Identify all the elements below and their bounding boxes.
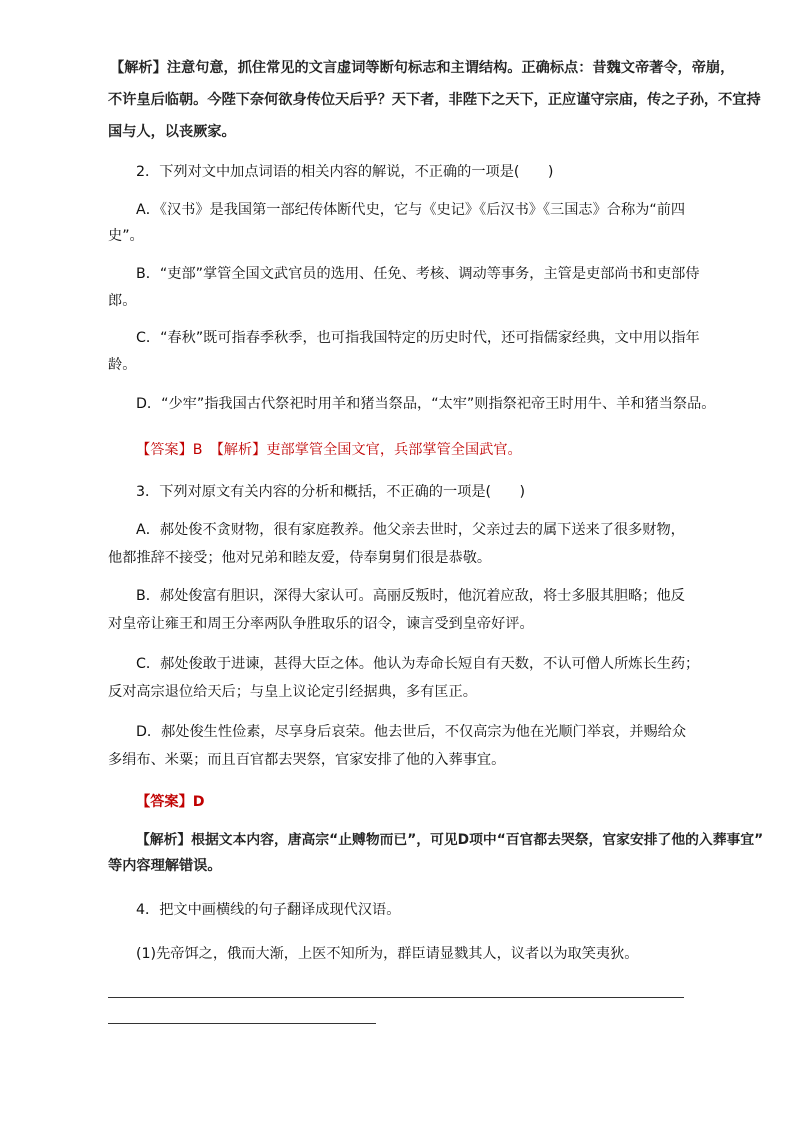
question-2-stem: 2．下列对文中加点词语的相关内容的解说，不正确的一项是( ) [136,164,554,180]
question-3-stem: 3．下列对原文有关内容的分析和概括，不正确的一项是( ) [136,484,525,500]
q2-option-a-line2: 史”。 [108,228,144,244]
q2-option-c-line2: 龄。 [108,357,137,373]
q3-analysis-line2: 等内容理解错误。 [108,858,222,874]
q3-option-a-line2: 他都推辞不接受；他对兄弟和睦友爱，侍奉舅舅们很是恭敬。 [108,550,492,566]
analysis-line-1: 【解析】注意句意，抓住常见的文言虚词等断句标志和主谓结构。正确标点：昔魏文帝著令，帝崩， [110,60,735,76]
q2-answer: 【答案】B 【解析】吏部掌管全国文官，兵部掌管全国武官。 [136,442,522,458]
analysis-line-2: 不许皇后临朝。今陛下奈何欲身传位天后乎？天下者，非陛下之天下，正应谨守宗庙，传之子孙，不宜持 [108,92,761,108]
q2-option-a-line1: A．《汉书》是我国第一部纪传体断代史，它与《史记》《后汉书》《三国志》合称为“前四 [136,202,686,218]
q2-option-d-line1: D．“少牢”指我国古代祭祀时用羊和猪当祭品，“太牢”则指祭祀帝王时用牛、羊和猪当祭品。 [136,396,716,412]
q3-option-b-line1: B．郝处俊富有胆识，深得大家认可。高丽反叛时，他沉着应敌，将士多服其胆略；他反 [136,588,685,604]
question-4-stem: 4．把文中画横线的句子翻译成现代汉语。 [136,902,401,918]
q3-option-d-line2: 多绢布、米粟；而且百官都去哭祭，官家安排了他的入葬事宜。 [108,752,506,768]
q3-option-c-line1: C．郝处俊敢于进谏，甚得大臣之体。他认为寿命长短自有天数，不认可僧人所炼长生药； [136,656,700,672]
q3-analysis-line1: 【解析】根据文本内容，唐高宗“止赙物而已”，可见D项中“百官都去哭祭，官家安排了他的入葬事宜” [136,832,764,848]
q2-option-c-line1: C．“春秋”既可指春季秋季，也可指我国特定的历史时代，还可指儒家经典，文中用以指年 [136,330,700,346]
q2-option-b-line2: 郎。 [108,293,137,309]
q3-option-c-line2: 反对高宗退位给天后；与皇上议论定引经据典，多有匡正。 [108,684,477,700]
q4-item-1: (1)先帝饵之，俄而大渐，上医不知所为，群臣请显戮其人，议者以为取笑夷狄。 [136,946,639,962]
answer-line-1 [108,997,684,998]
q3-option-b-line2: 对皇帝让雍王和周王分率两队争胜取乐的诏令，谏言受到皇帝好评。 [108,616,534,632]
analysis-line-3: 国与人，以丧厥家。 [108,124,236,140]
answer-line-2 [108,1023,376,1024]
q3-option-a-line1: A．郝处俊不贪财物，很有家庭教养。他父亲去世时，父亲过去的属下送来了很多财物， [136,522,685,538]
q3-option-d-line1: D．郝处俊生性俭素，尽享身后哀荣。他去世后，不仅高宗为他在光顺门举哀，并赐给众 [136,724,687,740]
q3-answer: 【答案】D [136,794,205,810]
q2-option-b-line1: B．“吏部”掌管全国文武官员的选用、任免、考核、调动等事务，主管是吏部尚书和吏部侍 [136,266,700,282]
